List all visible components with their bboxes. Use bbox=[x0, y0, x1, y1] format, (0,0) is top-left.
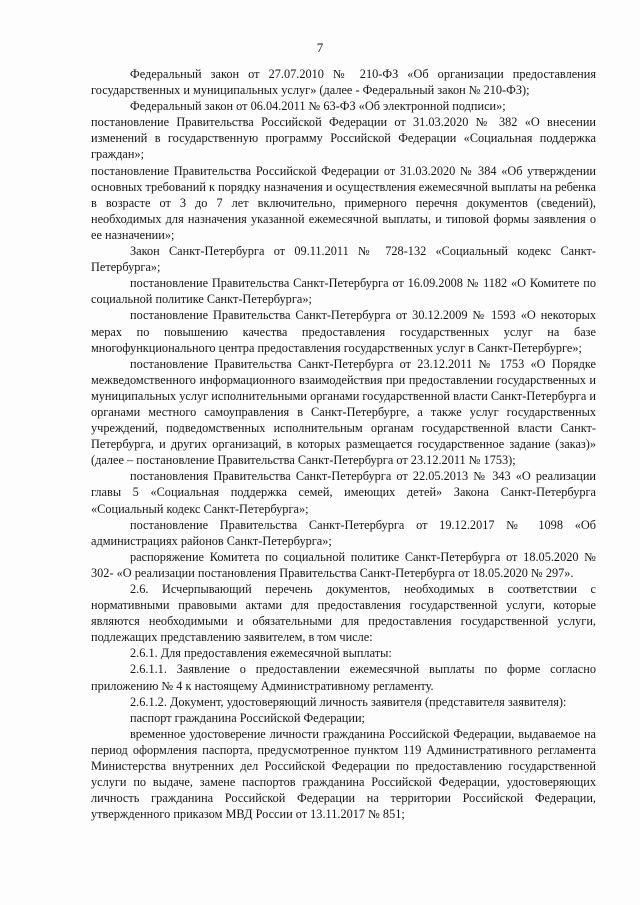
paragraph-passport: паспорт гражданина Российской Федерации; bbox=[130, 710, 365, 725]
paragraph-spb-decree-1098: постановление Правительства Санкт-Петербурга от 19.12.2017 № 1098 «Об администрациях районов Санкт-Петербурга»; bbox=[91, 517, 596, 548]
paragraph-section-2-6-1-1: 2.6.1.1. Заявление о предоставлении ежемесячной выплаты по форме согласно приложению № 4 к настоящему Административному регламенту. bbox=[91, 662, 596, 693]
paragraph-spb-law-728: Закон Санкт-Петербурга от 09.11.2011 № 728-132 «Социальный кодекс Санкт-Петербурга»; bbox=[91, 244, 596, 275]
paragraph-spb-decree-1753: постановление Правительства Санкт-Петербурга от 23.12.2011 № 1753 «О Порядке межведомственного информационного взаимодействия при предоставлении государственных и муниципальных услуг исполнительными органами государственной власти Санкт-Петербурга и органами местного самоуправления в Санкт-Петербурге, а также услуг государственных учреждений, подведомственных исполнительным органам государственной власти Санкт-Петербурга, и других организаций, в которых размещается государственное задание (заказ)» (далее – постановление Правительства Санкт-Петербурга от 23.12.2011 № 1753); bbox=[91, 356, 596, 468]
paragraph-committee-order-302: распоряжение Комитета по социальной политике Санкт-Петербурга от 18.05.2020 № 302- «О реализации постановления Правительства Санкт-Петербурга от 18.05.2020 № 297». bbox=[91, 549, 596, 580]
page-number: 7 bbox=[316, 40, 324, 55]
paragraph-gov-decree-384: постановление Правительства Российской Федерации от 31.03.2020 № 384 «Об утверждении основных требований к порядку назначения и осуществления ежемесячной выплаты на ребенка в возрасте от 3 до 7 лет включительно, примерного перечня документов (сведений), необходимых для назначения указанной ежемесячной выплаты, и типовой формы заявления о ее назначении»; bbox=[91, 163, 596, 242]
paragraph-section-2-6-1: 2.6.1. Для предоставления ежемесячной выплаты: bbox=[130, 646, 392, 661]
paragraph-spb-decree-343: постановления Правительства Санкт-Петербурга от 22.05.2013 № 343 «О реализации главы 5 «Социальная поддержка семей, имеющих детей» Закона Санкт-Петербурга «Социальный кодекс Санкт-Петербурга»; bbox=[91, 469, 596, 516]
document-body bbox=[91, 66, 596, 822]
paragraph-temporary-id: временное удостоверение личности гражданина Российской Федерации, выдаваемое на период оформления паспорта, предусмотренное пунктом 119 Административного регламента Министерства внутренних дел Российской Федерации по предоставлению государственной услуги по выдаче, замене паспортов гражданина Российской Федерации, удостоверяющих личность гражданина Российской Федерации на территории Российской Федерации, утвержденного приказом МВД России от 13.11.2017 № 851; bbox=[91, 726, 596, 822]
paragraph-federal-law-63: Федеральный закон от 06.04.2011 № 63-ФЗ «Об электронной подписи»; bbox=[130, 99, 506, 114]
paragraph-federal-law-210: Федеральный закон от 27.07.2010 № 210-ФЗ «Об организации предоставления государственных и муниципальных услуг» (далее - Федеральный закон № 210-ФЗ); bbox=[91, 67, 596, 98]
paragraph-spb-decree-1593: постановление Правительства Санкт-Петербурга от 30.12.2009 № 1593 «О некоторых мерах по повышению качества предоставления государственных услуг на базе многофункционального центра предоставления государственных услуг в Санкт-Петербурге»; bbox=[91, 308, 596, 355]
paragraph-gov-decree-382: постановление Правительства Российской Федерации от 31.03.2020 № 382 «О внесении изменений в государственную программу Российской Федерации «Социальная поддержка граждан»; bbox=[91, 115, 596, 162]
paragraph-section-2-6: 2.6. Исчерпывающий перечень документов, необходимых в соответствии с нормативными правовыми актами для предоставления государственной услуги, которые являются необходимыми и обязательными для предоставления государственной услуги, подлежащих представлению заявителем, в том числе: bbox=[91, 582, 596, 645]
paragraph-spb-decree-1182: постановление Правительства Санкт-Петербурга от 16.09.2008 № 1182 «О Комитете по социальной политике Санкт-Петербурга»; bbox=[91, 276, 596, 307]
paragraph-section-2-6-1-2: 2.6.1.2. Документ, удостоверяющий личность заявителя (представителя заявителя): bbox=[130, 694, 567, 709]
